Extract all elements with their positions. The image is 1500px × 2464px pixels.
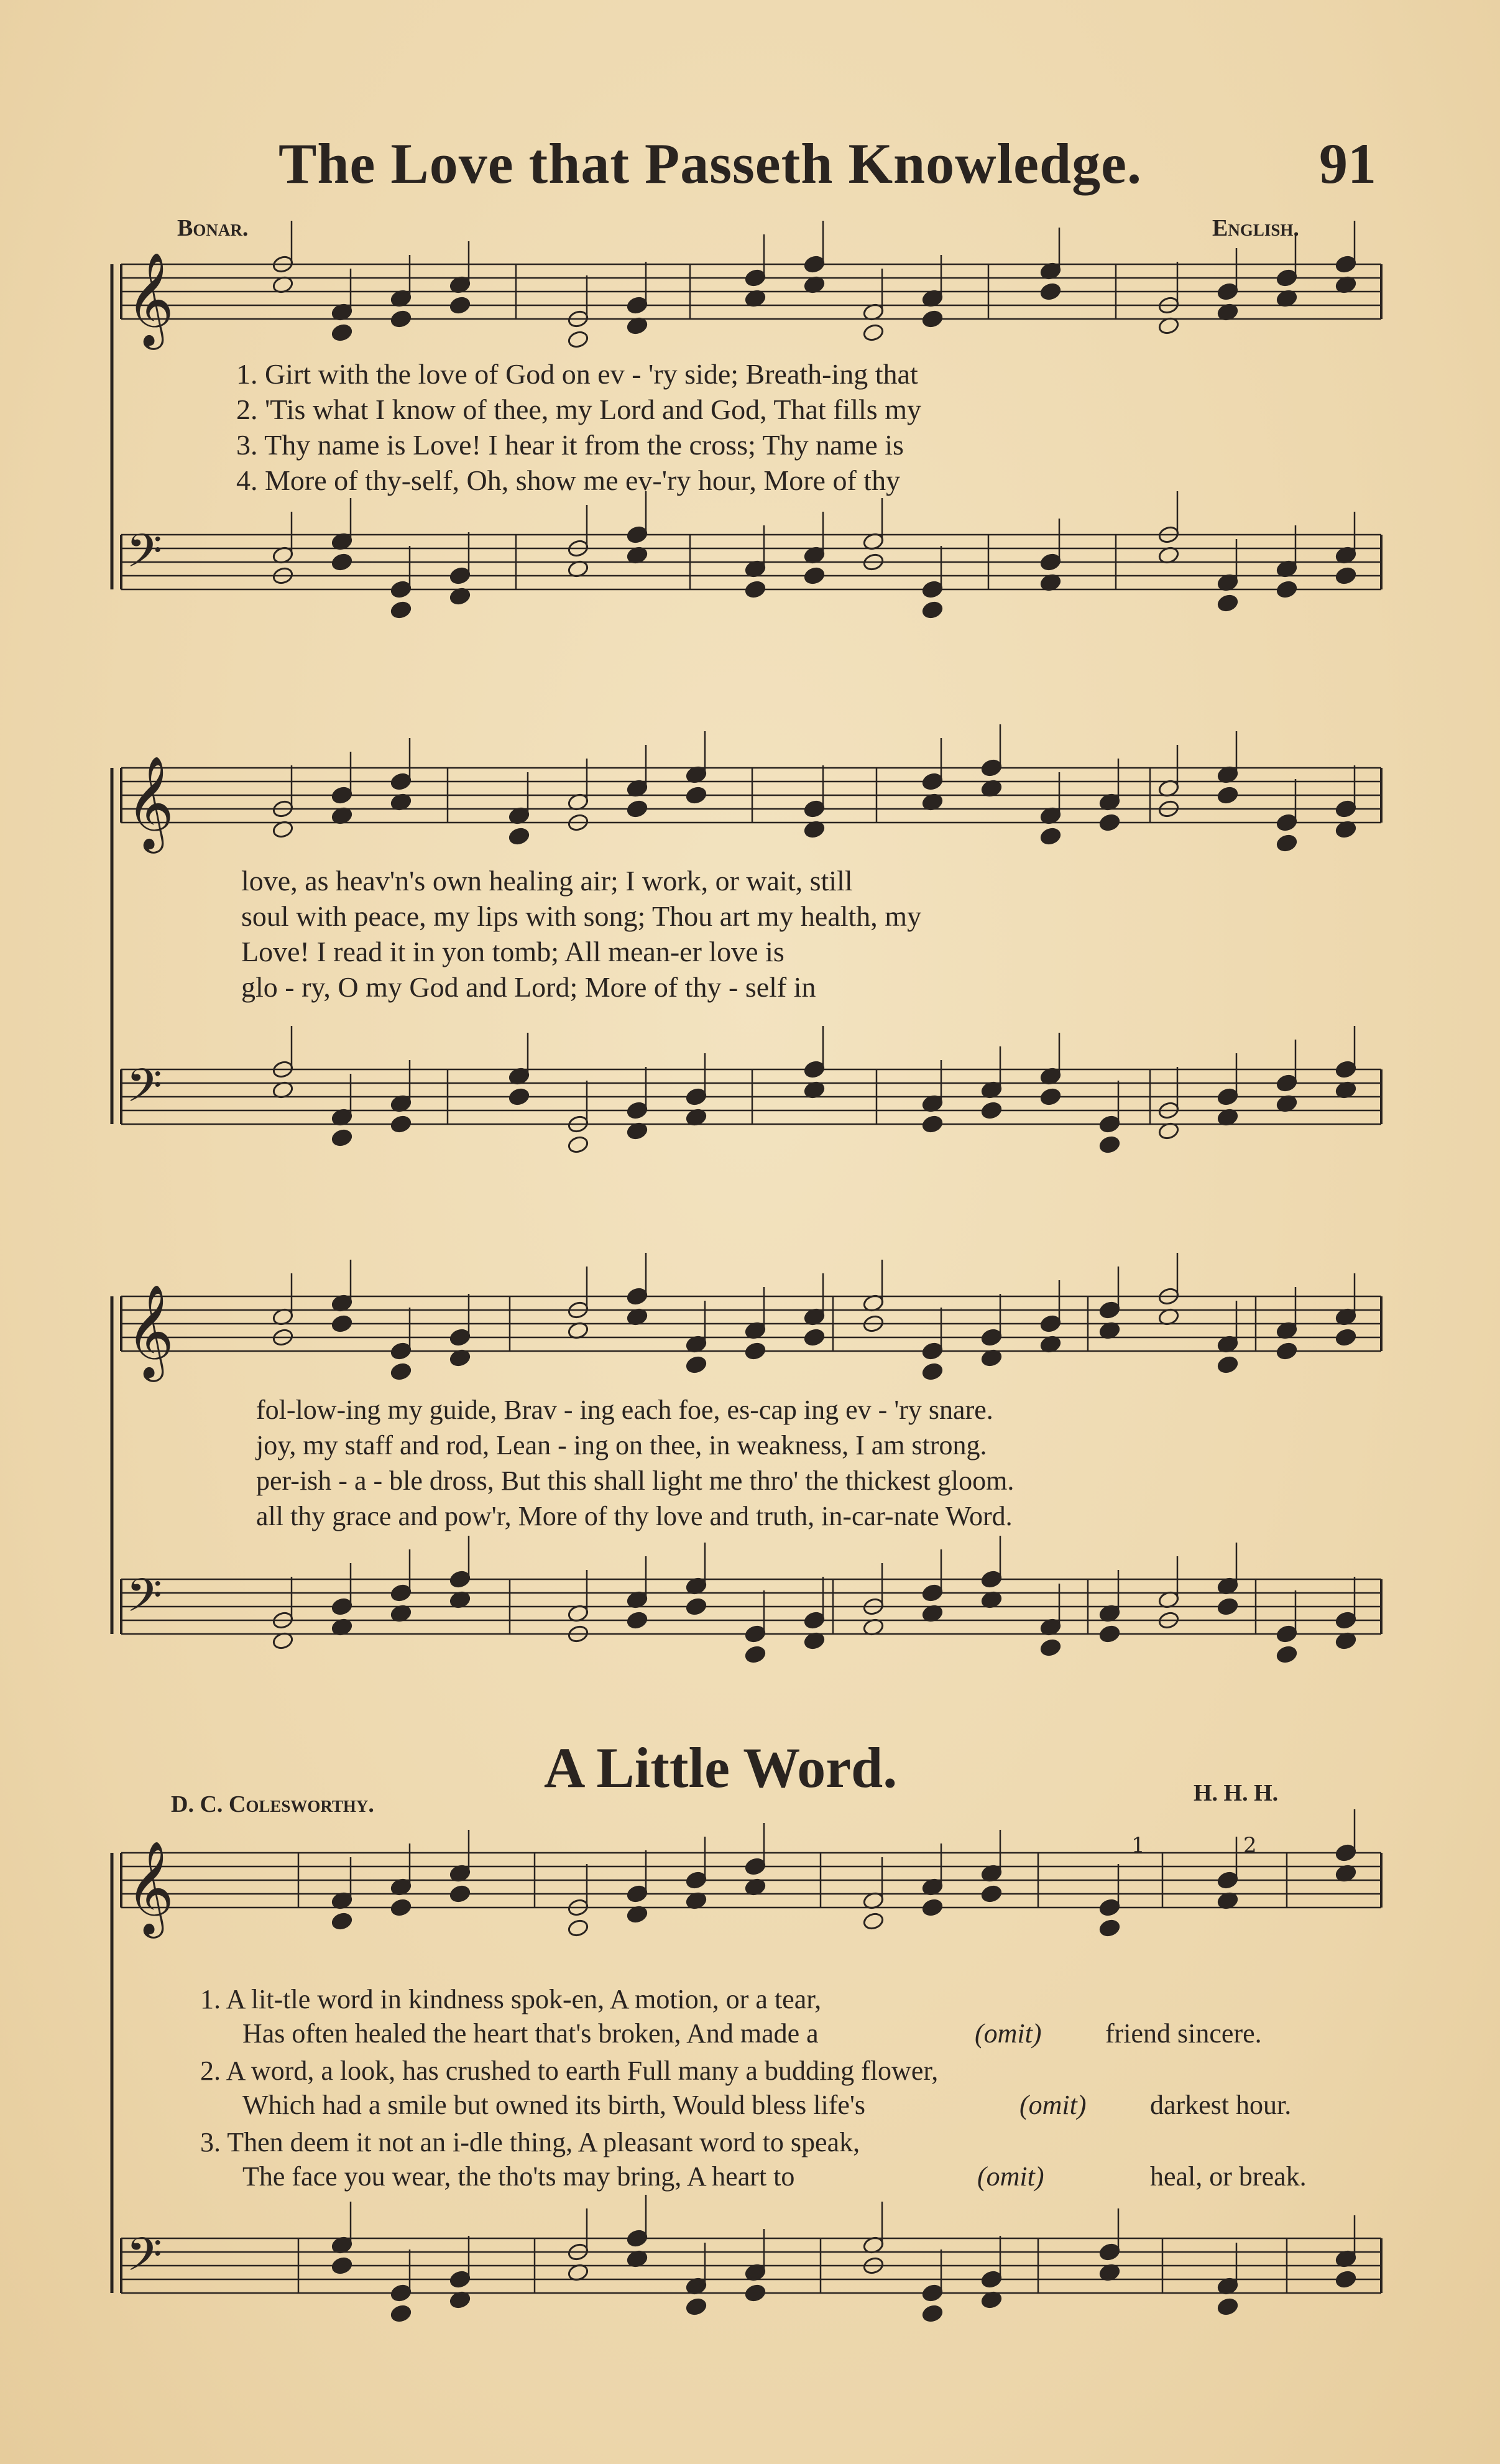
bass-clef-icon: 𝄢 (126, 2228, 162, 2293)
note-head (1335, 255, 1357, 274)
note-head (1039, 827, 1062, 846)
note-head (1217, 2297, 1239, 2317)
note-head (803, 1060, 826, 1079)
note-head (921, 2304, 944, 2323)
verse-line-end: heal, or break. (1150, 2161, 1307, 2192)
note-head (1039, 1638, 1062, 1658)
ending-1-label: 1 (1131, 1833, 1145, 1858)
note-head (921, 1342, 944, 1361)
verse-line: 3. Thy name is Love! I hear it from the cross; Thy name is (236, 429, 904, 461)
note-head (1039, 553, 1062, 572)
note-head (449, 1885, 471, 1904)
verse-line: joy, my staff and rod, Lean - ing on thee, in weakness, I am strong. (256, 1430, 987, 1460)
note-head (567, 1135, 589, 1155)
verse-line: Which had a smile but owned its birth, Would bless life's (242, 2090, 865, 2120)
note-head (1335, 2270, 1357, 2289)
note-head (1335, 1328, 1357, 1347)
verse-line: 3. Then deem it not an i-dle thing, A pleasant word to speak, (200, 2127, 860, 2157)
note-head (685, 1087, 707, 1107)
note-head (626, 296, 648, 315)
note-head (331, 1597, 353, 1617)
note-head (1276, 1625, 1298, 1644)
note-head (626, 525, 648, 545)
verse-line: 2. 'Tis what I know of thee, my Lord and God, That fills my (236, 394, 921, 425)
note-head (803, 1611, 826, 1630)
note-head (508, 1087, 530, 1107)
omit-marker: (omit) (975, 2018, 1042, 2049)
note-head (390, 1584, 412, 1603)
hymn-author-2: D. C. Colesworthy. (171, 1791, 374, 1817)
note-head (685, 1597, 707, 1617)
verse-line: per-ish - a - ble dross, But this shall light me thro' the thickest gloom. (256, 1465, 1015, 1496)
note-head (331, 786, 353, 805)
verse-line: Love! I read it in yon tomb; All mean-er love is (241, 936, 785, 967)
note-head (921, 310, 944, 329)
verse-line: 1. A lit-tle word in kindness spok-en, A motion, or a tear, (200, 1984, 822, 2014)
note-head (1276, 1645, 1298, 1664)
note-head (1039, 282, 1062, 302)
note-head (980, 1885, 1003, 1904)
note-head (1098, 1301, 1121, 1320)
note-head (1217, 1871, 1239, 1890)
note-head (449, 296, 471, 315)
note-head (390, 1115, 412, 1134)
note-head (744, 1625, 766, 1644)
note-head (1217, 594, 1239, 613)
note-head (1098, 1135, 1121, 1155)
note-head (1098, 1919, 1121, 1938)
treble-clef-icon: 𝄞 (126, 1283, 174, 1378)
bass-clef-icon: 𝄢 (126, 1059, 162, 1124)
ending-2-label: 2 (1243, 1833, 1257, 1858)
note-head (567, 1919, 589, 1938)
note-head (626, 1287, 648, 1306)
note-head (331, 1314, 353, 1334)
hymn-author: Bonar. (177, 215, 249, 241)
treble-clef-icon: 𝄞 (126, 251, 174, 346)
hymn-tune-2: H. H. H. (1194, 1780, 1279, 1806)
note-head (1335, 1060, 1357, 1079)
note-head (921, 2284, 944, 2303)
note-head (390, 310, 412, 329)
note-head (626, 1101, 648, 1120)
note-head (390, 2284, 412, 2303)
note-head (1217, 1597, 1239, 1617)
note-head (1276, 1342, 1298, 1361)
note-head (1335, 1843, 1357, 1863)
note-head (921, 1584, 944, 1603)
note-head (980, 2270, 1003, 2289)
note-head (803, 566, 826, 586)
note-head (744, 580, 766, 599)
note-head (626, 1611, 648, 1630)
note-head (1276, 269, 1298, 288)
note-head (390, 601, 412, 620)
note-head (331, 1912, 353, 1931)
note-head (744, 1342, 766, 1361)
note-head (921, 1362, 944, 1382)
note-head (980, 1328, 1003, 1347)
note-head (1217, 1355, 1239, 1375)
verse-line-end: friend sincere. (1105, 2018, 1262, 2049)
note-head (921, 772, 944, 791)
note-head (862, 1912, 885, 1931)
note-head (744, 269, 766, 288)
verse-line: 1. Girt with the love of God on ev - 'ry side; Breath-ing that (236, 358, 918, 390)
verse-line: love, as heav'n's own healing air; I work, or wait, still (241, 865, 853, 897)
note-head (980, 1570, 1003, 1589)
verse-line: all thy grace and pow'r, More of thy love and truth, in-car-nate Word. (256, 1501, 1013, 1531)
note-head (1276, 834, 1298, 853)
note-head (685, 2297, 707, 2317)
omit-marker: (omit) (977, 2161, 1044, 2192)
note-head (744, 1645, 766, 1664)
verse-line: soul with peace, my lips with song; Thou art my health, my (241, 900, 922, 932)
note-head (1098, 1625, 1121, 1644)
note-head (921, 1115, 944, 1134)
note-head (331, 323, 353, 343)
note-head (449, 1570, 471, 1589)
note-head (803, 800, 826, 819)
note-head (1276, 813, 1298, 833)
note-head (685, 786, 707, 805)
note-head (626, 800, 648, 819)
note-head (1098, 1115, 1121, 1134)
verse-line: 2. A word, a look, has crushed to earth Full many a budding flower, (200, 2056, 939, 2086)
note-head (685, 1355, 707, 1375)
note-head (626, 2229, 648, 2248)
note-head (1335, 566, 1357, 586)
verse-line: fol-low-ing my guide, Brav - ing each foe, es-cap ing ev - 'ry snare. (256, 1395, 993, 1425)
note-head (803, 255, 826, 274)
note-head (449, 1328, 471, 1347)
note-head (567, 330, 589, 349)
note-head (390, 2304, 412, 2323)
verse-line: Has often healed the heart that's broken, And made a (242, 2018, 819, 2049)
hymn-title: The Love that Passeth Knowledge. (278, 132, 1142, 195)
note-head (744, 1857, 766, 1876)
note-head (390, 580, 412, 599)
treble-clef-icon: 𝄞 (126, 755, 174, 849)
omit-marker: (omit) (1019, 2090, 1087, 2120)
note-head (862, 323, 885, 343)
note-head (508, 827, 530, 846)
note-head (390, 1898, 412, 1917)
note-head (685, 1871, 707, 1890)
note-head (390, 1362, 412, 1382)
note-head (744, 2284, 766, 2303)
note-head (1039, 1314, 1062, 1334)
note-head (449, 566, 471, 586)
verse-line-end: darkest hour. (1150, 2090, 1292, 2120)
bass-clef-icon: 𝄢 (126, 1569, 162, 1634)
note-head (1335, 1611, 1357, 1630)
note-head (1276, 580, 1298, 599)
verse-line: 4. More of thy-self, Oh, show me ev-'ry hour, More of thy (236, 464, 901, 496)
hymn-tune: English. (1212, 215, 1299, 241)
note-head (921, 601, 944, 620)
verse-line: The face you wear, the tho'ts may bring, A heart to (242, 2161, 795, 2192)
note-head (331, 1128, 353, 1148)
note-head (390, 772, 412, 791)
note-head (980, 759, 1003, 778)
note-head (331, 2256, 353, 2276)
note-head (921, 1898, 944, 1917)
note-head (1098, 1898, 1121, 1917)
hymn-title-2: A Little Word. (544, 1736, 898, 1799)
note-head (390, 1342, 412, 1361)
verse-line: glo - ry, O my God and Lord; More of thy - self in (241, 971, 816, 1003)
note-head (921, 580, 944, 599)
note-head (449, 2270, 471, 2289)
note-head (1217, 1087, 1239, 1107)
note-head (803, 1328, 826, 1347)
note-head (331, 553, 353, 572)
note-head (626, 1885, 648, 1904)
note-head (1335, 800, 1357, 819)
note-head (1098, 813, 1121, 833)
bass-clef-icon: 𝄢 (126, 524, 162, 589)
note-head (1098, 2243, 1121, 2262)
note-head (1276, 1074, 1298, 1093)
note-head (1217, 282, 1239, 302)
treble-clef-icon: 𝄞 (126, 1840, 174, 1934)
note-head (980, 1101, 1003, 1120)
note-head (1217, 786, 1239, 805)
note-head (1039, 1087, 1062, 1107)
page-number: 91 (1319, 132, 1376, 195)
